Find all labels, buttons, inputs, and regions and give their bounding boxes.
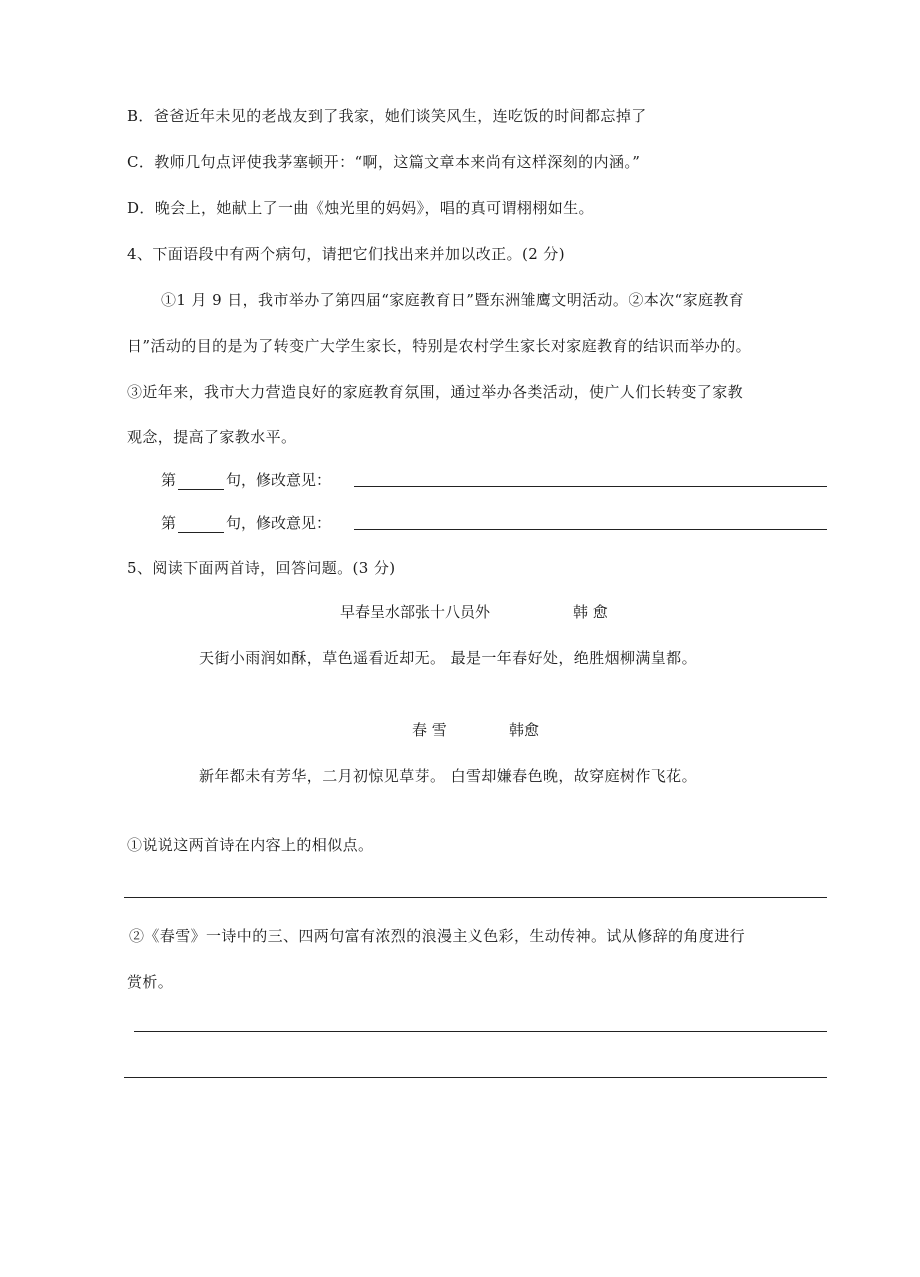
- revision-answer-line[interactable]: [354, 529, 827, 530]
- option-c: C．教师几句点评使我茅塞顿开：“啊，这篇文章本来尚有这样深刻的内涵。”: [127, 153, 641, 171]
- q5-sub2-line-1: ②《春雪》一诗中的三、四两句富有浓烈的浪漫主义色彩，生动传神。试从修辞的角度进行: [129, 927, 746, 945]
- poem2-text: 新年都未有芳华，二月初惊见草芽。 白雪却嫌春色晚，故穿庭树作飞花。: [199, 767, 697, 785]
- q4-answer-row-1[interactable]: [161, 470, 331, 490]
- q5-sub1: ①说说这两首诗在内容上的相似点。: [127, 836, 374, 854]
- q4-passage-line-4: 观念，提高了家教水平。: [127, 428, 297, 446]
- poem1-author: 韩 愈: [573, 603, 608, 621]
- answer-prefix: 第: [161, 471, 177, 489]
- sentence-number-blank[interactable]: [178, 474, 224, 490]
- q5-sub2-line-2: 赏析。: [127, 973, 174, 991]
- poem1-text: 天街小雨润如酥，草色遥看近却无。 最是一年春好处，绝胜烟柳满皇都。: [199, 649, 697, 667]
- revision-answer-line[interactable]: [354, 486, 827, 487]
- q4-passage-line-3: ③近年来，我市大力营造良好的家庭教育氛围，通过举办各类活动，使广人们长转变了家教: [127, 383, 744, 401]
- q4-passage-line-2: 日”活动的目的是为了转变广大学生家长，特别是农村学生家长对家庭教育的结识而举办的。: [127, 337, 752, 355]
- q4-prompt: 4、下面语段中有两个病句，请把它们找出来并加以改正。(2 分): [127, 245, 565, 263]
- sub1-answer-line[interactable]: [124, 897, 827, 898]
- poem2-author: 韩愈: [509, 721, 540, 739]
- sub2-answer-line-1[interactable]: [134, 1031, 827, 1032]
- q4-answer-row-2[interactable]: [161, 513, 331, 533]
- sub2-answer-line-2[interactable]: [124, 1077, 827, 1078]
- option-d: D．晚会上，她献上了一曲《烛光里的妈妈》，唱的真可谓栩栩如生。: [127, 199, 594, 217]
- poem1-title: 早春呈水部张十八员外: [340, 603, 491, 621]
- answer-prefix: 第: [161, 514, 177, 532]
- sentence-number-blank[interactable]: [178, 517, 224, 533]
- answer-suffix: 句，修改意见：: [226, 514, 332, 532]
- q5-prompt: 5、阅读下面两首诗，回答问题。(3 分): [127, 559, 396, 577]
- answer-suffix: 句，修改意见：: [226, 471, 332, 489]
- option-b: B．爸爸近年未见的老战友到了我家，她们谈笑风生，连吃饭的时间都忘掉了: [127, 107, 647, 125]
- poem2-title: 春 雪: [412, 721, 447, 739]
- q4-passage-line-1: ①1 月 9 日，我市举办了第四届“家庭教育日”暨东洲雏鹰文明活动。②本次“家庭教育: [161, 291, 745, 309]
